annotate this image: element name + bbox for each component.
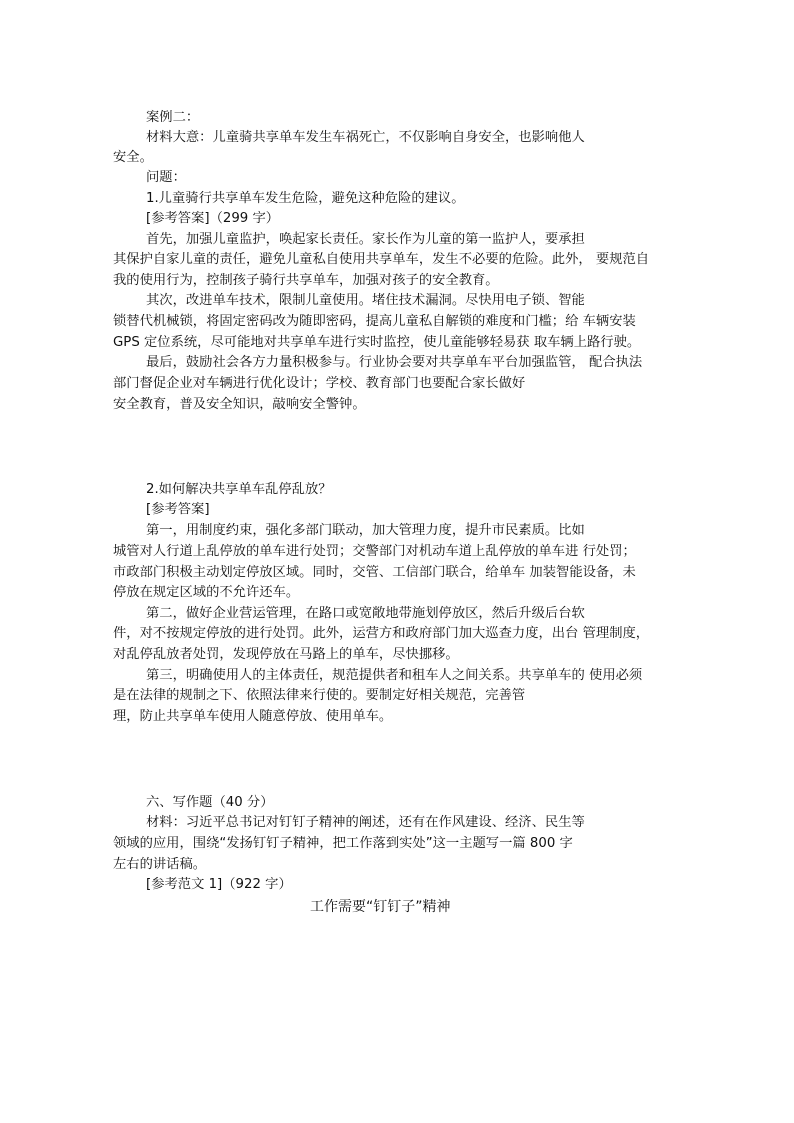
writing-material-line2: 领域的应用，围绕“发扬钉钉子精神，把工作落到实处”这一主题写一篇 800 字 (113, 836, 573, 851)
answer1-p1-line2: 其保护自家儿童的责任，避免儿童私自使用共享单车，发生不必要的危险。此外， 要规范自 (113, 252, 650, 267)
answer2-p1-line4: 停放在规定区域的不允许还车。 (113, 585, 300, 600)
answer2-p3-line3: 理，防止共享单车使用人随意停放、使用单车。 (113, 709, 393, 724)
answer2-p1-line3: 市政部门积极主动划定停放区域。同时，交管、工信部门联合，给单车 加装智能设备，未 (113, 565, 636, 580)
answer1-p3-line3: 安全教育，普及安全知识，敲响安全警钟。 (113, 397, 366, 412)
question-1: 1.儿童骑行共享单车发生危险，避免这种危险的建议。 (146, 191, 465, 206)
case2-heading: 案例二： (146, 110, 200, 125)
answer2-p2-line1: 第二，做好企业营运管理，在路口或宽敞地带施划停放区，然后升级后台软 (146, 606, 585, 621)
writing-material-line1: 材料：习近平总书记对钉钉子精神的阐述，还有在作风建设、经济、民生等 (146, 815, 585, 830)
answer1-p3-line1: 最后，鼓励社会各方力量积极参与。行业协会要对共享单车平台加强监管， 配合执法 (146, 355, 643, 370)
answer1-p2-line1: 其次，改进单车技术，限制儿童使用。堵住技术漏洞。尽快用电子锁、智能 (146, 293, 585, 308)
question-2: 2.如何解决共享单车乱停乱放？ (146, 482, 332, 497)
answer1-p2-line2: 锁替代机械锁，将固定密码改为随即密码，提高儿童私自解锁的难度和门槛；给 车辆安装 (113, 314, 636, 329)
answer2-p3-line2: 是在法律的规制之下、依照法律来行使的。要制定好相关规范，完善管 (113, 688, 526, 703)
sample-essay-label: [参考范文 1]（922 字） (146, 877, 292, 892)
answer1-p3-line2: 部门督促企业对车辆进行优化设计；学校、教育部门也要配合家长做好 (113, 376, 526, 391)
case2-material-line2: 安全。 (113, 150, 153, 165)
essay-title: 工作需要“钉钉子”精神 (310, 899, 451, 915)
question-label: 问题： (146, 170, 186, 185)
answer1-p2-line3: GPS 定位系统，尽可能地对共享单车进行实时监控，使儿童能够轻易获 取车辆上路行驶。 (113, 335, 641, 350)
answer2-p3-line1: 第三，明确使用人的主体责任，规范提供者和租车人之间关系。共享单车的 使用必须 (146, 668, 643, 683)
writing-material-line3: 左右的讲话稿。 (113, 857, 207, 872)
answer1-p1-line1: 首先，加强儿童监护，唤起家长责任。家长作为儿童的第一监护人，要承担 (146, 232, 585, 247)
answer1-label: [参考答案]（299 字） (146, 211, 280, 226)
answer2-p1-line2: 城管对人行道上乱停放的单车进行处罚；交警部门对机动车道上乱停放的单车进 行处罚； (113, 544, 636, 559)
answer2-p2-line3: 对乱停乱放者处罚，发现停放在马路上的单车，尽快挪移。 (113, 647, 459, 662)
answer2-label: [参考答案] (146, 502, 210, 517)
writing-heading: 六、写作题（40 分） (146, 795, 274, 810)
answer2-p2-line2: 件，对不按规定停放的进行处罚。此外，运营方和政府部门加大巡查力度，出台 管理制度， (113, 626, 650, 641)
case2-material-line1: 材料大意：儿童骑共享单车发生车祸死亡，不仅影响自身安全，也影响他人 (146, 130, 585, 145)
answer1-p1-line3: 我的使用行为，控制孩子骑行共享单车，加强对孩子的安全教育。 (113, 273, 499, 288)
answer2-p1-line1: 第一，用制度约束，强化多部门联动，加大管理力度，提升市民素质。比如 (146, 523, 585, 538)
